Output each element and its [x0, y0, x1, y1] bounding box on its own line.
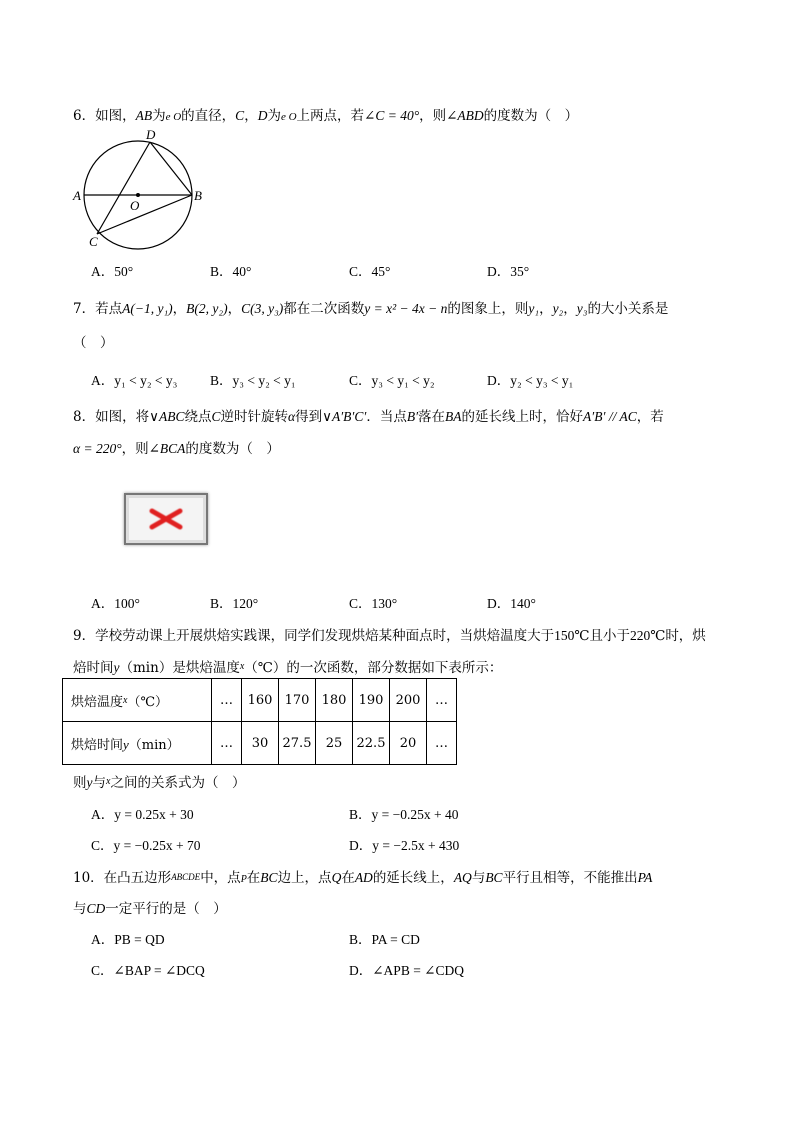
q9-text: 9．学校劳动课上开展烘焙实践课，同学们发现烘焙某种面点时，当烘焙温度大于	[73, 628, 555, 644]
q8-angle-bca: ∠BCA	[148, 441, 186, 456]
table-cell: 22.5	[353, 722, 390, 765]
q9-row1-unit: （℃）	[127, 694, 169, 710]
q6-option-c[interactable]: C．45°	[349, 264, 391, 279]
q9-var-y: y	[113, 660, 120, 675]
q10-text: 一定平行的是（ ）	[105, 901, 227, 917]
q6-label-o: O	[130, 198, 140, 213]
q9-var-y: y	[86, 775, 93, 790]
q9-data-table	[62, 678, 457, 765]
q7-function: y = x² − 4x − n	[364, 301, 448, 316]
q7-text: ，	[172, 301, 187, 317]
x-mark	[152, 511, 180, 527]
q10-cd: CD	[86, 901, 106, 916]
q9-row2-unit: （min）	[128, 737, 180, 753]
q9-temp-high: 220℃	[629, 628, 666, 643]
q10-aq: AQ	[453, 870, 472, 885]
q8-c: C	[211, 409, 221, 424]
q7-text: 的大小关系是	[587, 301, 669, 317]
q9-text: 且小于	[589, 628, 630, 644]
q8-text: 得到	[295, 409, 323, 425]
q7-text: ，	[539, 301, 553, 317]
q10-text: 中，点	[200, 870, 241, 886]
q8-alpha-value: α = 220°	[73, 441, 122, 456]
q9-var-x: x	[239, 661, 245, 672]
table-cell: 27.5	[279, 722, 316, 765]
q6-circle-figure	[70, 128, 210, 250]
q9-row1-label: 烘焙温度	[71, 694, 124, 710]
q6-text: 的度数为（ ）	[483, 108, 579, 124]
q7-y2: y₂	[552, 301, 564, 316]
q7-point-a: A(−1, y₁)	[122, 301, 173, 316]
table-cell: 25	[316, 722, 353, 765]
q10-text: 在	[246, 870, 261, 886]
q6-text: ，则	[419, 108, 447, 124]
q10-q: Q	[331, 870, 342, 885]
q8-parallel: A′B′ // AC	[583, 409, 637, 424]
q9-row2-header	[63, 722, 212, 765]
q9-row2-var: y	[123, 736, 129, 752]
table-row	[63, 679, 457, 722]
q7-option-d[interactable]: D．y₂ < y₃ < y₁	[487, 373, 574, 388]
q6-label-b: B	[194, 188, 202, 203]
table-cell: …	[212, 679, 242, 722]
q6-ab: AB	[135, 108, 153, 123]
q10-pentagon: ABCDE	[171, 872, 201, 882]
q9-text: （℃）的一次函数，部分数据如下表所示：	[244, 660, 503, 676]
q10-text: 平行且相等，不能推出	[502, 870, 638, 886]
q7-text: 都在二次函数	[283, 301, 365, 317]
q10-pa: PA	[637, 870, 653, 885]
q9-question	[73, 771, 245, 791]
q7-y3: y₃	[576, 301, 588, 316]
q10-text: 与	[471, 870, 486, 886]
q8-option-b[interactable]: B．120°	[210, 596, 259, 611]
q9-text: 与	[92, 775, 106, 791]
q7-answer-paren: （ ）	[73, 335, 114, 351]
q10-ad: AD	[354, 870, 373, 885]
q9-row1-header	[63, 679, 212, 722]
q7-option-c[interactable]: C．y₃ < y₁ < y₂	[349, 373, 435, 388]
broken-image-x-icon	[126, 495, 206, 543]
q10-p: P	[240, 874, 247, 885]
q10-option-d[interactable]: D．∠APB = ∠CDQ	[349, 963, 465, 978]
table-cell: 180	[316, 679, 353, 722]
q6-option-a[interactable]: A．50°	[91, 264, 134, 279]
q8-text: 的度数为（ ）	[185, 441, 280, 457]
q8-stem	[73, 405, 664, 425]
q9-text: 时，烘	[665, 628, 706, 644]
q9-text: 则	[73, 775, 87, 791]
table-cell: …	[212, 722, 242, 765]
q8-option-c[interactable]: C．130°	[349, 596, 398, 611]
q6-circle-o: e O	[165, 111, 182, 123]
table-cell: …	[427, 722, 457, 765]
q8-text: 逆时针旋转	[220, 409, 288, 425]
q9-row2-label: 烘焙时间	[71, 737, 124, 753]
q7-y1: y₁	[528, 301, 540, 316]
q6-angle-c: ∠C = 40°	[364, 108, 420, 123]
q6-circle-o: e O	[280, 111, 297, 123]
q9-option-b[interactable]: B．y = −0.25x + 40	[349, 807, 459, 822]
q9-text: 之间的关系式为（ ）	[110, 775, 246, 791]
q8-number: 8．如图，将	[73, 409, 150, 425]
q8-text: 绕点	[184, 409, 212, 425]
q6-option-d[interactable]: D．35°	[487, 264, 530, 279]
q9-row1-var: x	[123, 694, 128, 706]
q8-triangle-prime: ∨A′B′C′	[322, 409, 367, 424]
q8-option-a[interactable]: A．100°	[91, 596, 140, 611]
q10-option-a[interactable]: A．PB = QD	[91, 932, 165, 947]
q8-alpha: α	[288, 409, 296, 424]
q10-text: 与	[73, 901, 87, 917]
q7-option-b[interactable]: B．y₃ < y₂ < y₁	[210, 373, 296, 388]
table-cell: …	[427, 679, 457, 722]
table-cell: 200	[390, 679, 427, 722]
q8-ba: BA	[445, 409, 462, 424]
q6-label-c: C	[89, 234, 98, 249]
q8-option-d[interactable]: D．140°	[487, 596, 536, 611]
q9-option-c[interactable]: C．y = −0.25x + 70	[91, 838, 201, 853]
q10-number: 10．在凸五边形	[73, 870, 172, 886]
q10-text: 在	[341, 870, 355, 886]
q6-option-b[interactable]: B．40°	[210, 264, 252, 279]
q9-var-x: x	[106, 776, 111, 787]
table-cell: 20	[390, 722, 427, 765]
q6-label-d: D	[146, 128, 156, 142]
q10-option-b[interactable]: B．PA = CD	[349, 932, 420, 947]
q6-stem	[73, 104, 578, 124]
q8-text: ，则	[121, 441, 149, 457]
q6-angle-abd: ∠ABD	[446, 108, 484, 123]
q10-text: 边上，点	[277, 870, 332, 886]
q8-text: ，若	[636, 409, 664, 425]
table-cell: 30	[242, 722, 279, 765]
q9-stem-line2	[73, 656, 502, 676]
q9-stem	[73, 624, 706, 644]
q6-text: ，	[244, 108, 258, 124]
q6-chord-cb	[97, 195, 192, 234]
q10-stem	[73, 866, 652, 886]
q6-number: 6．如图，	[73, 108, 136, 124]
q7-text: ，	[563, 301, 577, 317]
q10-bc: BC	[485, 870, 503, 885]
q6-chord-dc	[97, 142, 150, 234]
broken-image-placeholder	[124, 493, 208, 545]
q10-text: 的延长线上，	[372, 870, 454, 886]
q9-option-d[interactable]: D．y = −2.5x + 430	[349, 838, 460, 853]
q7-text: 的图象上，则	[447, 301, 529, 317]
q7-number: 7．若点	[73, 301, 123, 317]
q10-stem-line2	[73, 897, 227, 917]
table-cell: 160	[242, 679, 279, 722]
q8-text: 的延长线上时，恰好	[461, 409, 584, 425]
q9-text: 焙时间	[73, 660, 114, 676]
q6-text: 上两点，若	[296, 108, 365, 124]
q9-text: （min）是烘焙温度	[119, 660, 240, 676]
q6-text: 为	[267, 108, 281, 124]
q8-text: 落在	[418, 409, 446, 425]
table-row	[63, 722, 457, 765]
q6-center-dot	[136, 193, 140, 197]
q6-text: 为	[152, 108, 166, 124]
q9-temp-low: 150℃	[554, 628, 590, 643]
q7-stem	[73, 297, 668, 317]
table-cell: 190	[353, 679, 390, 722]
q7-point-c: C(3, y₃)	[241, 301, 284, 316]
q8-text: ．当点	[366, 409, 407, 425]
q6-d: D	[257, 108, 268, 123]
table-cell: 170	[279, 679, 316, 722]
q8-stem-line2	[73, 437, 280, 457]
q7-option-a[interactable]: A．y₁ < y₂ < y₃	[91, 373, 178, 388]
q7-point-b: B(2, y₂)	[186, 301, 228, 316]
q6-label-a: A	[73, 188, 81, 203]
q6-c: C	[235, 108, 245, 123]
q8-triangle: ∨ABC	[149, 409, 185, 424]
q9-option-a[interactable]: A．y = 0.25x + 30	[91, 807, 194, 822]
q10-option-c[interactable]: C．∠BAP = ∠DCQ	[91, 963, 205, 978]
q6-text: 的直径，	[181, 108, 236, 124]
q8-b-prime: B′	[406, 409, 419, 424]
q7-text: ，	[227, 301, 242, 317]
q10-bc: BC	[260, 870, 278, 885]
